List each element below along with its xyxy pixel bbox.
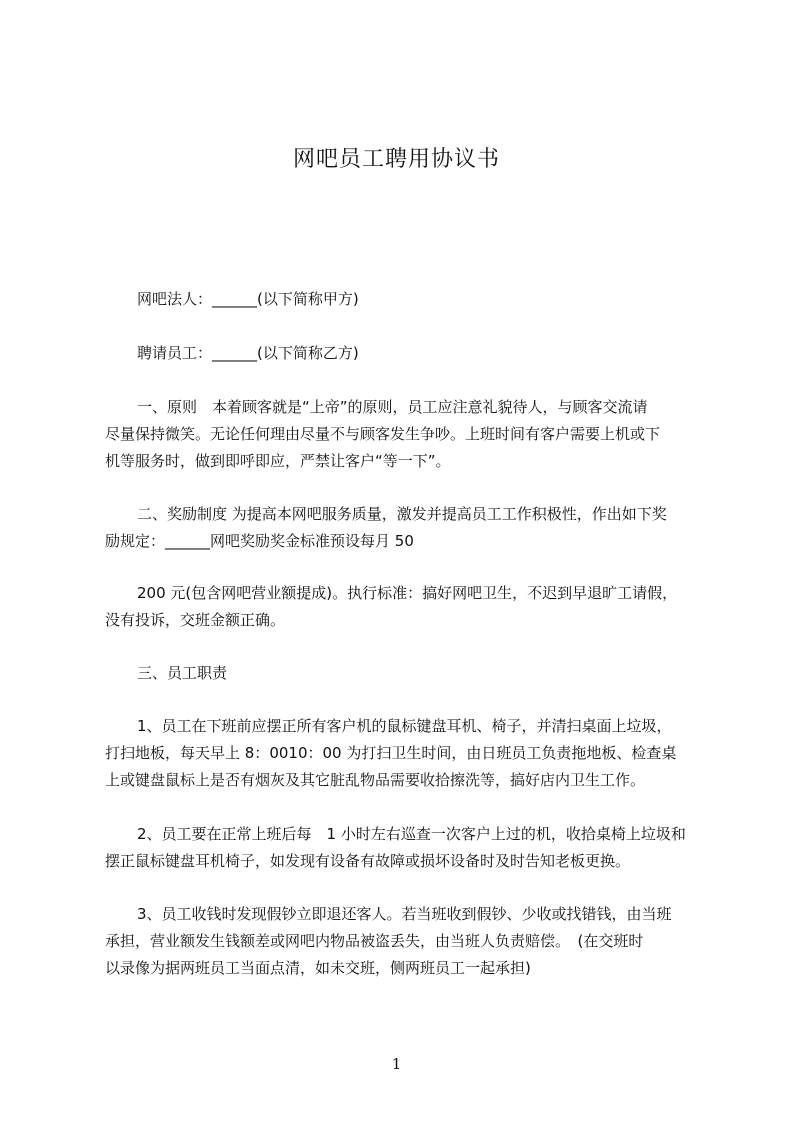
paragraph-line: 摆正鼠标键盘耳机椅子，如发现有设备有故障或损坏设备时及时告知老板更换。	[105, 852, 631, 870]
page-number: 1	[391, 1055, 402, 1073]
paragraph-line: 一、原则 本着顾客就是“上帝”的原则，员工应注意礼貌待人，与顾客交流请	[137, 398, 648, 416]
party-b-text: 聘请员工：______(以下简称乙方)	[137, 344, 359, 362]
document-title: 网吧员工聘用协议书	[292, 147, 500, 172]
party-a-line	[105, 286, 710, 313]
paragraph-line: 2、员工要在正常上班后每 1 小时左右巡查一次客户上过的机，收拾桌椅上垃圾和	[137, 825, 686, 843]
paragraph-line: 3、员工收钱时发现假钞立即退还客人。若当班收到假钞、少收或找错钱，由当班	[137, 905, 672, 923]
paragraph-line: 200 元(包含网吧营业额提成)。执行标准：搞好网吧卫生，不迟到早退旷工请假，	[137, 584, 678, 602]
paragraph-line: 二、奖励制度 为提高本网吧服务质量，激发并提高员工工作积极性，作出如下奖	[137, 505, 667, 523]
paragraph-line: 机等服务时，做到即呼即应，严禁让客户“等一下”。	[105, 452, 451, 470]
paragraph-line: 没有投诉，交班金额正确。	[105, 611, 286, 629]
paragraph-line: 励规定：______网吧奖励奖金标准预设每月 50	[105, 532, 414, 550]
duty-1	[105, 713, 710, 794]
paragraph-line: 上或键盘鼠标上是否有烟灰及其它脏乱物品需要收拾擦洗等，搞好店内卫生工作。	[105, 771, 646, 789]
duty-2	[105, 821, 710, 875]
party-a-text: 网吧法人：______(以下简称甲方)	[137, 290, 359, 308]
section-heading: 三、员工职责	[137, 664, 228, 682]
section-reward	[105, 501, 710, 555]
paragraph-line: 承担，营业额发生钱额差或网吧内物品被盗丢失，由当班人负责赔偿。 (在交班时	[105, 932, 644, 950]
duty-3	[105, 901, 710, 982]
paragraph-line: 以录像为据两班员工当面点清，如未交班，侧两班员工一起承担)	[105, 959, 531, 977]
party-b-line	[105, 340, 710, 367]
section-principle	[105, 394, 710, 475]
section-duties-heading	[105, 660, 710, 687]
paragraph-line: 1、员工在下班前应摆正所有客户机的鼠标键盘耳机、椅子，并清扫桌面上垃圾，	[137, 717, 672, 735]
section-reward-standard	[105, 580, 710, 634]
paragraph-line: 打扫地板，每天早上 8：0010：00 为打扫卫生时间，由日班员工负责拖地板、检查桌	[105, 744, 677, 762]
paragraph-line: 尽量保持微笑。无论任何理由尽量不与顾客发生争吵。上班时间有客户需要上机或下	[105, 425, 661, 443]
